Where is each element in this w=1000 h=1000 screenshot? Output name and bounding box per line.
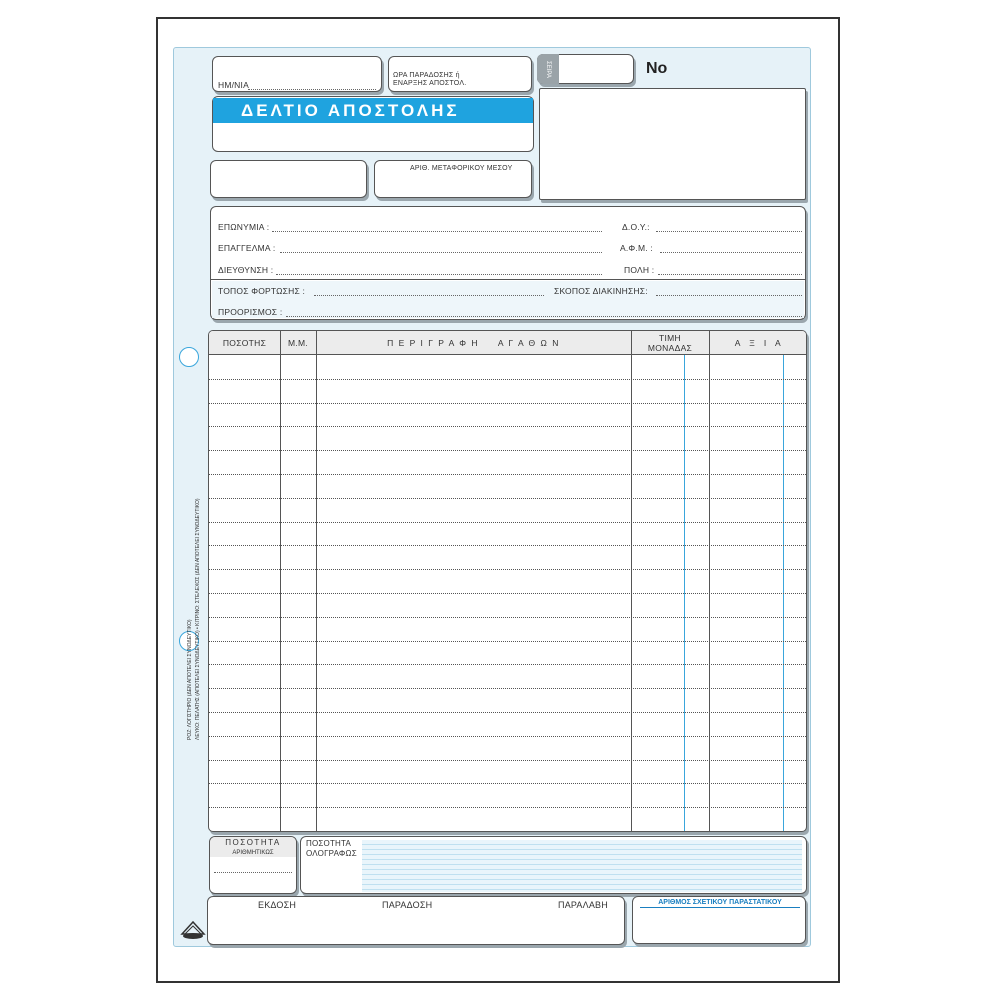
customer-name-label: ΕΠΩΝΥΜΙΑ : [218,222,270,232]
document-title: ΔΕΛΤΙΟ ΑΠΟΣΤΟΛΗΣ [213,98,533,123]
punch-hole-top [179,347,199,367]
loading-place-line [314,295,544,296]
col-quantity-header: ΠΟΣΟΤΗΣ [222,338,267,348]
delivery-time-label-line-2: ΕΝΑΡΞΗΣ ΑΠΟΣΤΟΛ. [393,80,467,87]
quantity-in-words-label-line-2: ΟΛΟΓΡΑΦΩΣ [306,849,357,858]
series-label: ΣΕΙΡΑ [537,54,559,84]
copy-color-note [186,430,206,740]
col-divider-2 [316,331,317,831]
copy-note-line-2: ΛΕΥΚΟ: ΠΕΛΑΤΗΣ (ΑΠΟΤΕΛΕΙ ΣΥΝΟΔΕΥΤΙΚΟ) • ΚΙΤΡΙΝΟ: ΣΤΕΛΕΧΟΣ (ΔΕΝ ΑΠΟΤΕΛΕΙ ΣΥΝΟΔΕΥΤΙΚΟ) [195,498,201,740]
table-row-divider [209,641,806,642]
address-label: ΔΙΕΥΘΥΝΣΗ : [218,265,274,275]
table-row-divider [209,545,806,546]
issue-signature-label: ΕΚΔΟΣΗ [258,900,297,910]
customer-section-divider [211,279,805,280]
quantity-numeric-label-line-1: ΠΟΣΟΤΗΤΑ [225,838,281,847]
quantity-numeric-line [214,872,292,873]
tax-office-label: Δ.Ο.Υ.: [622,222,650,232]
address-line [276,274,602,275]
table-row-divider [209,403,806,404]
table-row-divider [209,688,806,689]
publisher-logo-icon [180,918,206,940]
table-row-divider [209,760,806,761]
related-document-label: ΑΡΙΘΜΟΣ ΣΧΕΤΙΚΟΥ ΠΑΡΑΣΤΑΤΙΚΟΥ [640,899,800,908]
city-label: ΠΟΛΗ : [624,265,655,275]
transport-purpose-line [656,295,802,296]
copy-note-line-1: ΡΟΖ: ΛΟΓΙΣΤΗΡΙΟ (ΔΕΝ ΑΠΟΤΕΛΕΙ ΣΥΝΟΔΕΥΤΙΚΟ) [187,619,193,740]
number-label: Νο [646,60,668,77]
table-row-divider [209,807,806,808]
quantity-in-words-lines [362,840,802,892]
profession-label: ΕΠΑΓΓΕΛΜΑ : [218,243,276,253]
blank-field-box[interactable] [210,160,367,198]
table-row-divider [209,617,806,618]
receipt-signature-label: ΠΑΡΑΛΑΒΗ [558,900,608,910]
destination-line [286,316,802,317]
table-row-divider [209,712,806,713]
vat-number-label: Α.Φ.Μ. : [620,243,653,253]
table-row-divider [209,664,806,665]
table-row-divider [209,474,806,475]
customer-name-line [272,231,602,232]
goods-table [208,330,807,832]
col-divider-1 [280,331,281,831]
transport-purpose-label: ΣΚΟΠΟΣ ΔΙΑΚΙΝΗΣΗΣ: [554,286,648,296]
table-row-divider [209,498,806,499]
col-unit-header: Μ.Μ. [287,338,309,348]
delivery-time-label [393,72,466,88]
profession-line [280,252,602,253]
vat-number-line [660,252,802,253]
quantity-numeric-header [210,837,296,857]
date-label: ΗΜ/ΝΙΑ [218,80,249,90]
col-value-header: Α Ξ Ι Α [734,338,783,348]
table-row-divider [209,426,806,427]
delivery-signature-label: ΠΑΡΑΔΟΣΗ [382,900,433,910]
col-description-header: Π Ε Ρ Ι Γ Ρ Α Φ Η Α Γ Α Θ Ω Ν [387,338,560,348]
col-unit-price-header-line-2: ΜΟΝΑΔΑΣ [647,343,693,353]
quantity-in-words-label [306,839,357,859]
table-row-divider [209,569,806,570]
quantity-in-words-label-line-1: ΠΟΣΟΤΗΤΑ [306,839,352,848]
vehicle-number-label: ΑΡΙΘ. ΜΕΤΑΦΟΡΙΚΟΥ ΜΕΣΟΥ [410,165,513,172]
table-row-divider [209,379,806,380]
table-row-divider [209,736,806,737]
date-line [248,89,376,90]
destination-label: ΠΡΟΟΡΙΣΜΟΣ : [218,307,283,317]
col-divider-3 [631,331,632,831]
col-unit-price-header-line-1: ΤΙΜΗ [659,333,681,343]
city-line [658,274,802,275]
issuer-stamp-box [539,88,806,200]
table-row-divider [209,522,806,523]
tax-office-line [656,231,802,232]
quantity-numeric-label-line-2: ΑΡΙΘΜΗΤΙΚΩΣ [232,850,274,856]
col-divider-4 [709,331,710,831]
table-row-divider [209,783,806,784]
delivery-time-label-line-1: ΩΡΑ ΠΑΡΑΔΟΣΗΣ ή [393,72,460,79]
col-unit-price-header [631,331,709,355]
table-row-divider [209,450,806,451]
loading-place-label: ΤΟΠΟΣ ΦΟΡΤΩΣΗΣ : [218,286,306,296]
table-row-divider [209,593,806,594]
